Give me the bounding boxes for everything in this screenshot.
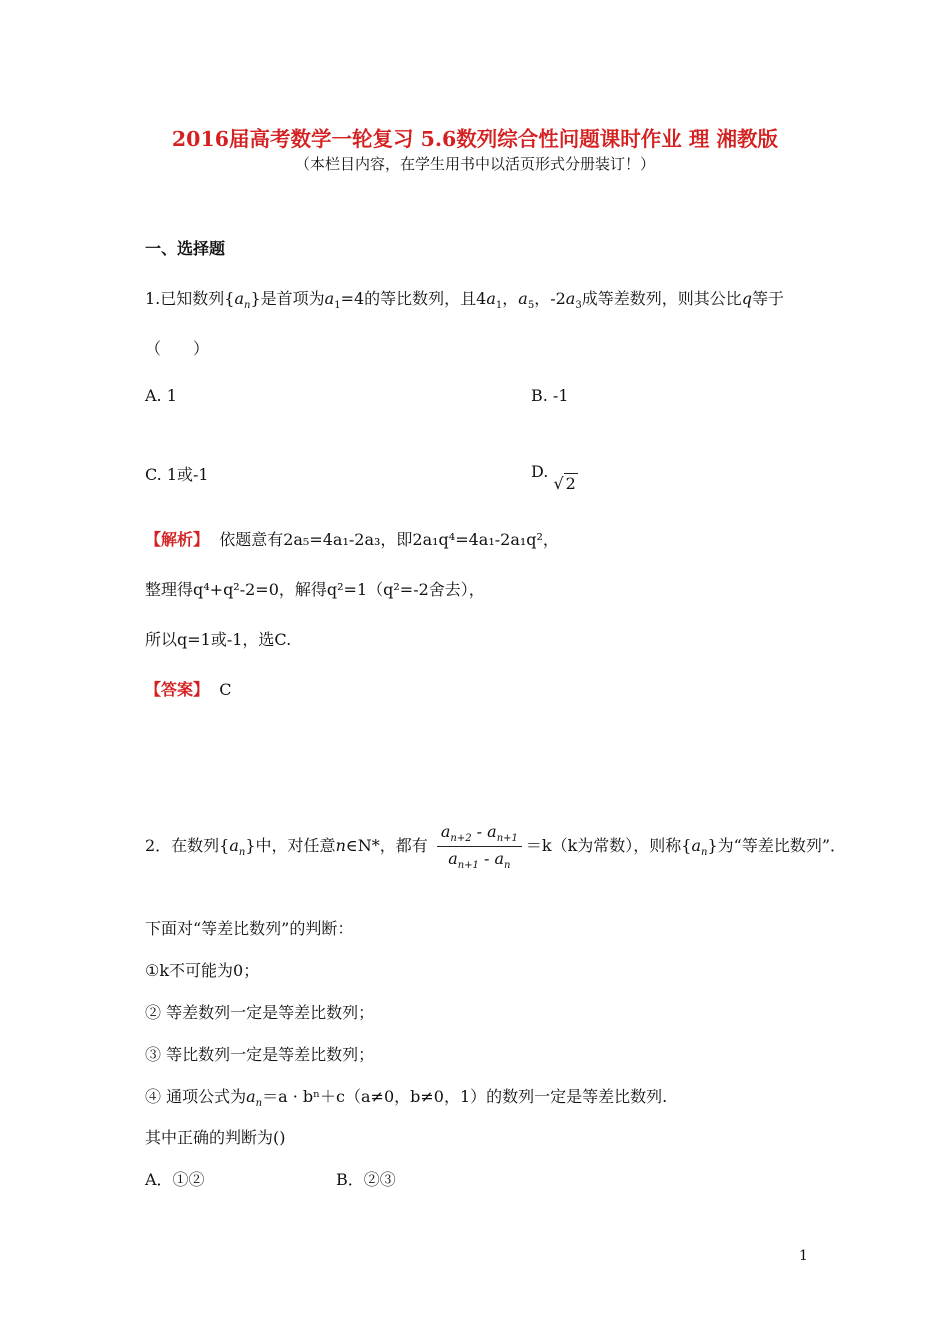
q1-option-c: C. 1或-1 (145, 465, 209, 484)
q2-statement-1: ①k不可能为0； (145, 961, 260, 980)
q1-analysis-2: 整理得q⁴+q²-2=0，解得q²=1（q²=-2舍去）， (145, 580, 485, 599)
q1-stem: 1.已知数列$\{a_n\}$是首项为$a_1=4$的等比数列，且$4a_1$，$a_5$，$-2a_3$成等差数列，则其公比q等于 (145, 289, 784, 312)
q1-option-d: D. √ 2 (531, 462, 576, 493)
section-heading: 一、选择题 (145, 239, 226, 258)
answer-tag: 【答案】 (145, 680, 210, 699)
q2-option-a: A．①② (145, 1170, 205, 1189)
q1-option-a: A. 1 (145, 386, 177, 405)
q2-fraction: $\frac{a_{n+2} - a_{n+1}}{a_{n+1} - a_n}$ (437, 822, 522, 871)
q1-paren: （ ） (145, 339, 210, 358)
q1-analysis-3: 所以q=1或-1，选C. (145, 630, 292, 649)
page-title: 2016届高考数学一轮复习 5.6数列综合性问题课时作业 理 湘教版 (171, 127, 779, 151)
q2-statement-2: ② 等差数列一定是等差比数列； (145, 1003, 375, 1022)
sqrt-two: √ 2 (553, 474, 576, 493)
page-subtitle: （本栏目内容，在学生用书中以活页形式分册装订！） (294, 155, 655, 173)
q1-analysis-1: 【解析】 依题意有2a₅=4a₁-2a₃，即2a₁q⁴=4a₁-2a₁q²， (145, 530, 559, 549)
q2-intro: 下面对“等差比数列”的判断： (145, 919, 354, 938)
q2-statement-4: ④ 通项公式为$a_n=a \cdot b^n+c(a\ne 0$，b≠0，1）的数列一定是等差比数列. (145, 1087, 668, 1110)
q1-option-b: B. -1 (531, 386, 569, 405)
q2-stem: 2．在数列$\{a_n\}$中，对任意n∈N*，都有 $\frac{a_{n+2} - a_{n+1}}{a_{n+1} - a_n}$ ＝k（k为常数），则称$\{a_n\}$为“等差比数列”． (145, 822, 846, 872)
q2-question: 其中正确的判断为() (145, 1128, 286, 1147)
page-number: 1 (799, 1248, 808, 1264)
q2-option-b: B．②③ (336, 1170, 396, 1189)
q1-answer: 【答案】 C (145, 680, 232, 699)
analysis-tag: 【解析】 (145, 530, 210, 549)
q2-statement-3: ③ 等比数列一定是等差比数列； (145, 1045, 375, 1064)
